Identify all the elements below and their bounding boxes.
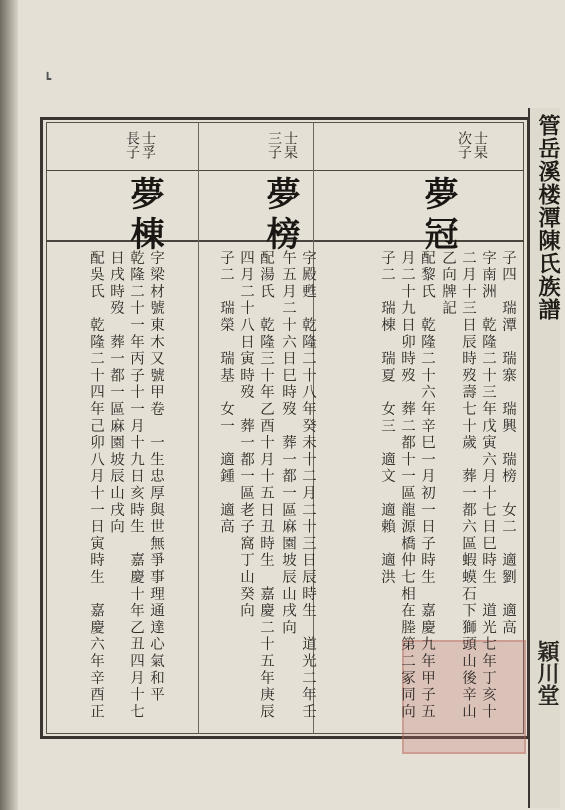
person-2-generation: 士杲 (282, 131, 298, 159)
body-column-7: 子二 瑞棟 瑞夏 女三 適文 適賴 適洪 (379, 250, 395, 586)
person-3-generation: 士孚 (140, 131, 156, 159)
body-column-11: 四月二十八日寅時歿 葬一都一區老子窩丁山癸向 (238, 250, 254, 620)
body-column-6: 月二十九日卯時歿 葬二都十一區龍源橋仲七相在塍第二冢同向 (399, 250, 415, 721)
body-column-1: 子四 瑞潭 瑞寨 瑞興 瑞榜 女二 適劉 適高 (500, 250, 516, 637)
body-column-13: 字梁材號東木又號甲卷 一生忠厚與世無爭事理通達心氣和平 (148, 250, 164, 704)
corner-mark: ┗ (44, 72, 52, 86)
person-3-relation: 長子 (124, 131, 140, 159)
body-column-3: 二月十三日辰時歿壽七十歲 葬一都六區蝦蟆石下獅頭山後辛山 (460, 250, 476, 721)
book-spine-shadow (0, 0, 18, 810)
person-1-relation: 次子 (456, 131, 472, 159)
entry-divider-2 (198, 122, 199, 734)
body-column-9: 午五月二十六日巳時歿 葬一都一區麻園坡辰山戌向 (280, 250, 296, 637)
body-column-8: 字殿甦 乾隆二十八年癸未十二月二十三日辰時生 道光二年壬 (300, 250, 316, 721)
body-column-15: 日戌時歿 葬一都一區麻園坡辰山戌向 (108, 250, 124, 536)
body-column-14: 乾隆二十一年丙子十一月十九日亥時生 嘉慶十年乙丑四月十七 (128, 250, 144, 721)
person-2-name: 夢榜 (260, 176, 300, 256)
body-column-5: 配黎氏 乾隆二十六年辛巳一月初一日子時生 嘉慶九年甲子五 (419, 250, 435, 721)
body-column-4: 乙向牌記 (440, 250, 456, 318)
body-column-12: 子二 瑞榮 瑞基 女一 適鍾 適高 (218, 250, 234, 536)
hall-name: 穎川堂 (534, 640, 560, 706)
person-1-generation: 士杲 (472, 131, 488, 159)
body-column-10: 配湯氏 乾隆三十年乙酉十月十五日丑時生 嘉慶二十五年庚辰 (258, 250, 274, 721)
body-column-2: 字南洲 乾隆二十三年戊寅六月十七日巳時生 道光七年丁亥十 (480, 250, 496, 721)
person-1-name: 夢冠 (418, 176, 458, 256)
person-3-name: 夢棟 (124, 176, 164, 256)
genealogy-title: 管岳溪楼潭陳氏族譜 (535, 114, 561, 321)
header-divider-1 (46, 170, 524, 171)
body-column-16: 配吳氏 乾隆二十四年己卯八月十一日寅時生 嘉慶六年辛酉正 (88, 250, 104, 721)
person-2-relation: 三子 (266, 131, 282, 159)
